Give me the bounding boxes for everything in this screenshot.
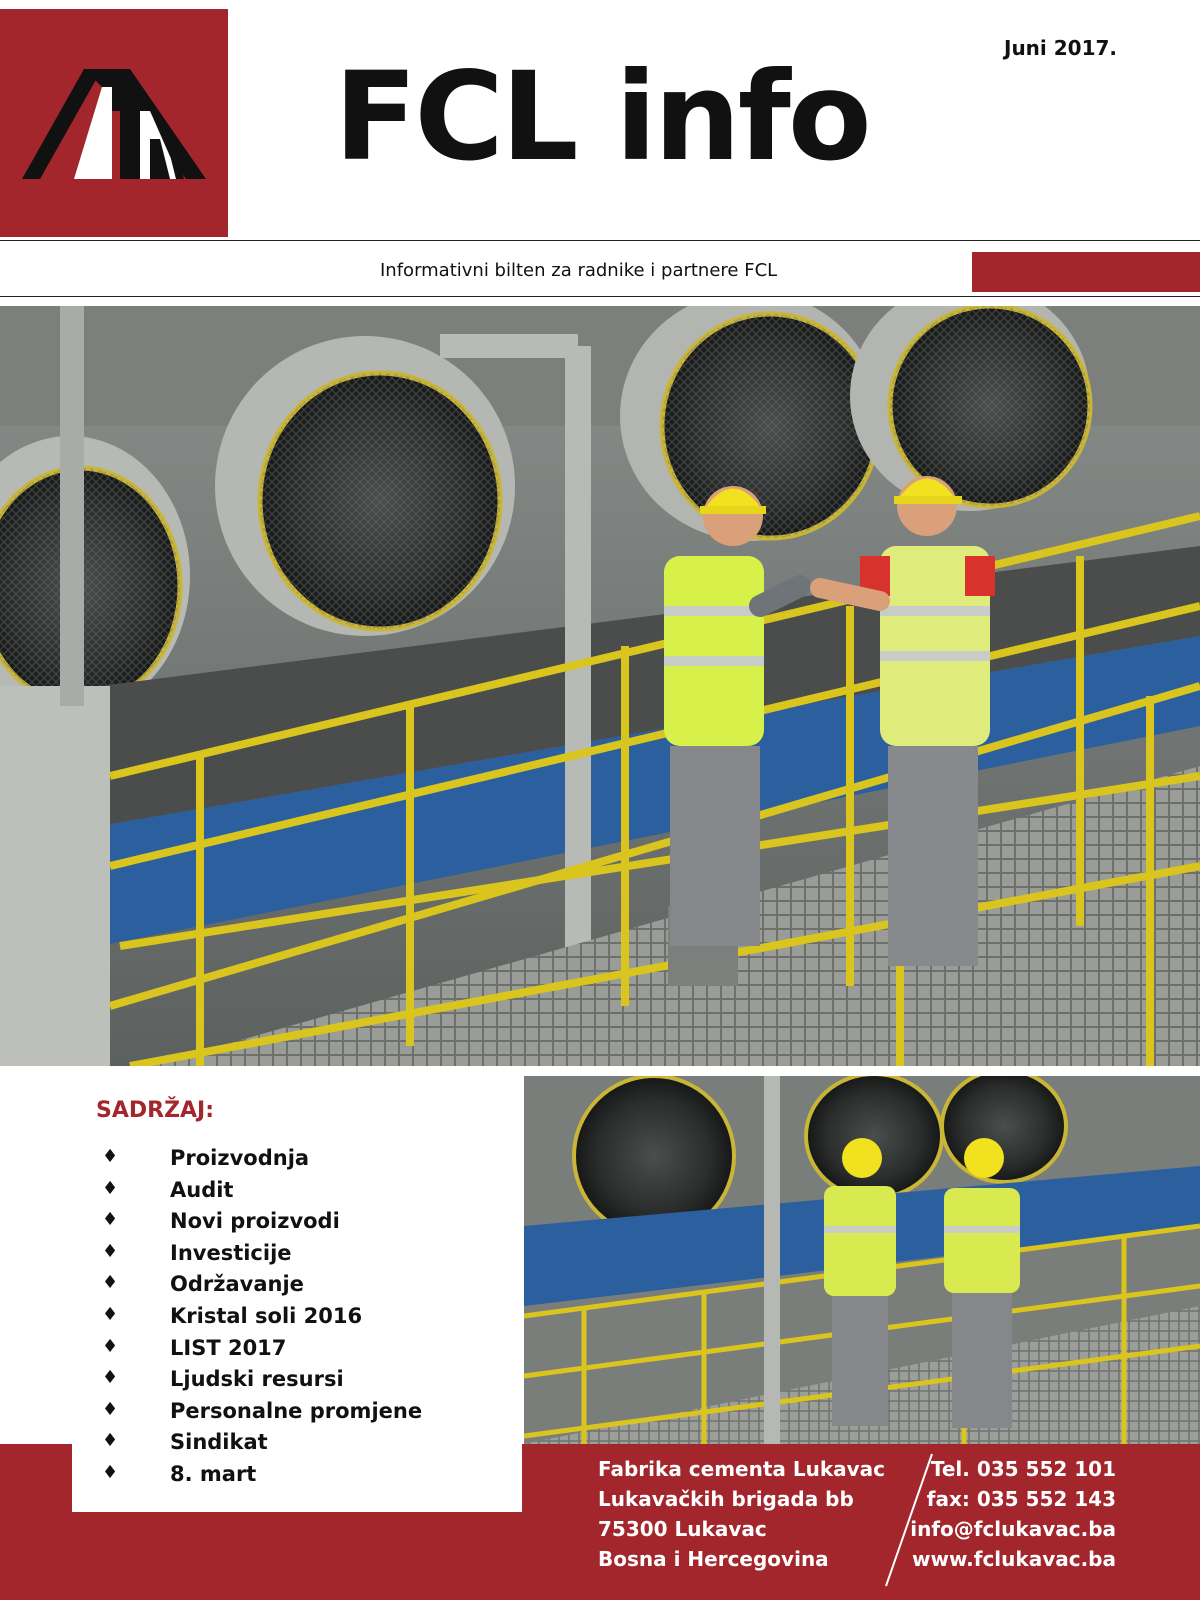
company-contact [900,1454,1116,1574]
issue-date: Juni 2017. [1004,36,1117,60]
diamond-bullet-icon: ♦ [102,1335,119,1357]
bottom-rule [0,296,1200,297]
secondary-photo [524,1076,1200,1444]
diamond-bullet-icon: ♦ [102,1272,119,1294]
address-line: Fabrika cementa Lukavac [598,1457,886,1481]
fax-number: fax: 035 552 143 [926,1487,1116,1511]
subtitle: Informativni bilten za radnike i partnere FCL [380,260,778,281]
diamond-bullet-icon: ♦ [102,1303,119,1325]
company-address [598,1454,885,1574]
email-link[interactable]: info@fclukavac.ba [910,1517,1116,1541]
main-photo [0,306,1200,1066]
workers-walkway-photo [524,1076,1200,1444]
diamond-bullet-icon: ♦ [102,1146,119,1167]
address-line: Lukavačkih brigada bb [598,1487,854,1511]
toc-heading: SADRŽAJ: [96,1098,215,1123]
diamond-bullet-icon: ♦ [102,1367,119,1389]
website-link[interactable]: www.fclukavac.ba [912,1547,1116,1571]
diamond-bullet-icon: ♦ [102,1240,119,1262]
address-line: Bosna i Hercegovina [598,1547,829,1571]
diamond-bullet-icon: ♦ [102,1177,119,1199]
red-tab [972,252,1200,292]
phone-number: Tel. 035 552 101 [930,1457,1116,1481]
workers-handshake-photo [0,306,1200,1066]
diamond-bullet-icon: ♦ [102,1461,119,1483]
address-line: 75300 Lukavac [598,1517,767,1541]
diamond-bullet-icon: ♦ [102,1209,119,1231]
top-rule [0,240,1200,241]
diamond-bullet-icon: ♦ [102,1398,119,1420]
diamond-bullet-icon: ♦ [102,1430,119,1452]
fcl-logo-icon [0,9,228,237]
page-title: FCL info [334,46,869,188]
logo-box [0,9,228,237]
